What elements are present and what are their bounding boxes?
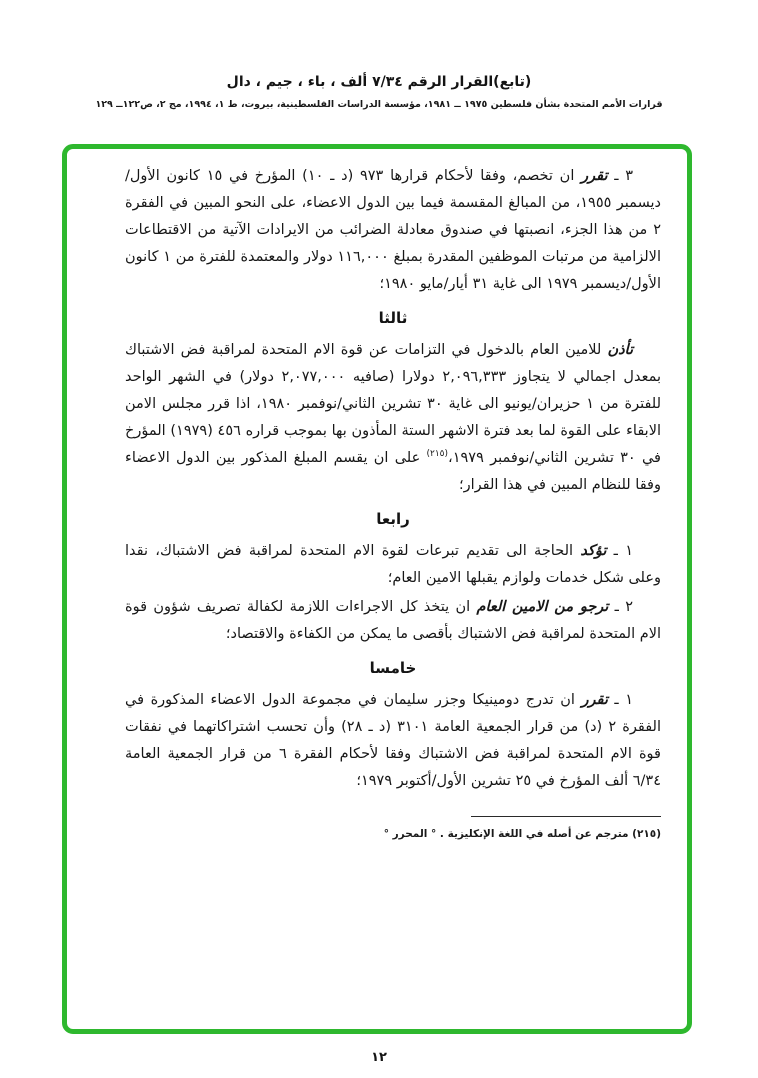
footnote-ref: (٢١٥) (426, 449, 449, 460)
footnote-text: (٢١٥) مترجم عن أصله في اللغة الإنكليزية . ° المحرر ° (383, 828, 661, 840)
paragraph-deduction (125, 163, 661, 298)
section-heading-fourth: رابعا (376, 510, 410, 528)
paragraph-authorization (125, 337, 661, 499)
paragraph-text: ان يتخذ كل الاجراءات اللازمة لكفالة تصريف شؤون قوة الام المتحدة لمراقبة فض الاشتباك بأقصى ما يمكن من الكفاءة والاقتصاد؛ (125, 599, 661, 642)
paragraph-text: على ان يقسم المبلغ المذكور بين الدول الاعضاء وفقا للنظام المبين في هذا القرار؛ (125, 450, 661, 493)
paragraph-number: ١ ـ (606, 543, 633, 559)
page-number: ١٢ (371, 1050, 387, 1065)
footnote-divider (471, 816, 661, 817)
paragraph-secretary-general-request (125, 594, 661, 648)
source-citation: قرارات الأمم المتحدة بشأن فلسطين ١٩٧٥ ــ ١٩٨١، مؤسسة الدراسات الفلسطينية، بيروت، ط ١، ١٩٩٤، مج ٢، ص١٢٢ــ ١٢٩ (95, 99, 663, 110)
operative-verb: تقرر (581, 692, 608, 708)
operative-verb: تأذن (607, 342, 633, 358)
document-header (0, 74, 758, 110)
paragraph-voluntary-contributions (125, 538, 661, 592)
document-title: (تابع)القرار الرقم ٧/٣٤ ألف ، باء ، جيم ، دال (226, 74, 532, 90)
paragraph-number: ٣ ـ (607, 168, 633, 184)
document-body (125, 163, 661, 1019)
operative-verb: تقرر (581, 168, 608, 184)
green-border-frame (62, 144, 692, 1034)
paragraph-text: ان تدرج دومينيكا وجزر سليمان في مجموعة الدول الاعضاء المذكورة في الفقرة ٢ (د) من قرار الجمعية العامة ٣١٠١ (د ـ ٢٨) وأن تحسب اشتراكاتهما في نفقات قوة الام المتحدة لمراقبة فض الاشتباك وفقا لأحكام الفقرة ٦ من قرار الجمعية العامة ٦/٣٤ ألف المؤرخ في ٢٥ تشرين الأول/أكتوبر ١٩٧٩؛ (125, 692, 661, 789)
paragraph-text: ان تخصم، وفقا لأحكام قرارها ٩٧٣ (د ـ ١٠) المؤرخ في ١٥ كانون الأول/ديسمبر ١٩٥٥، من المبالغ المقسمة فيما بين الدول الاعضاء، على النحو المبين في الفقرة ٢ من هذا الجزء، انصبتها في صندوق معادلة الضرائب من الايرادات الآتية من الاقتطاعات الالزامية من مرتبات الموظفين المقدرة بمبلغ ١١٦,٠٠٠ دولار والمعتمدة للفترة من ١ كانون الأول/ديسمبر ١٩٧٩ الى غاية ٣١ أيار/مايو ١٩٨٠؛ (125, 168, 661, 292)
operative-verb: تؤكد (580, 543, 607, 559)
paragraph-text: الحاجة الى تقديم تبرعات لقوة الام المتحدة لمراقبة فض الاشتباك، نقدا وعلى شكل خدمات ولوازم يقبلها الامين العام؛ (125, 543, 661, 586)
section-heading-third: ثالثا (378, 309, 408, 327)
operative-verb: ترجو من الامين العام (476, 599, 609, 615)
section-heading-fifth: خامسا (369, 659, 417, 677)
paragraph-text: للامين العام بالدخول في التزامات عن قوة الام المتحدة لمراقبة فض الاشتباك بمعدل اجمالي لا يتجاوز ٢,٠٩٦,٣٣٣ دولارا (صافيه ٢,٠٧٧,٠٠٠ دولار) في الشهر الواحد للفترة من ١ حزيران/يونيو الى غاية ٣٠ تشرين الثاني/نوفمبر ١٩٨٠، اذا قرر مجلس الامن الابقاء على القوة لما بعد فترة الاشهر الستة المأذون بها بموجب قراره ٤٥٦ (١٩٧٩) المؤرخ في ٣٠ تشرين الثاني/نوفمبر ١٩٧٩، (125, 342, 661, 466)
paragraph-number: ٢ ـ (608, 599, 633, 615)
paragraph-member-states-inclusion (125, 687, 661, 795)
paragraph-number: ١ ـ (607, 692, 633, 708)
